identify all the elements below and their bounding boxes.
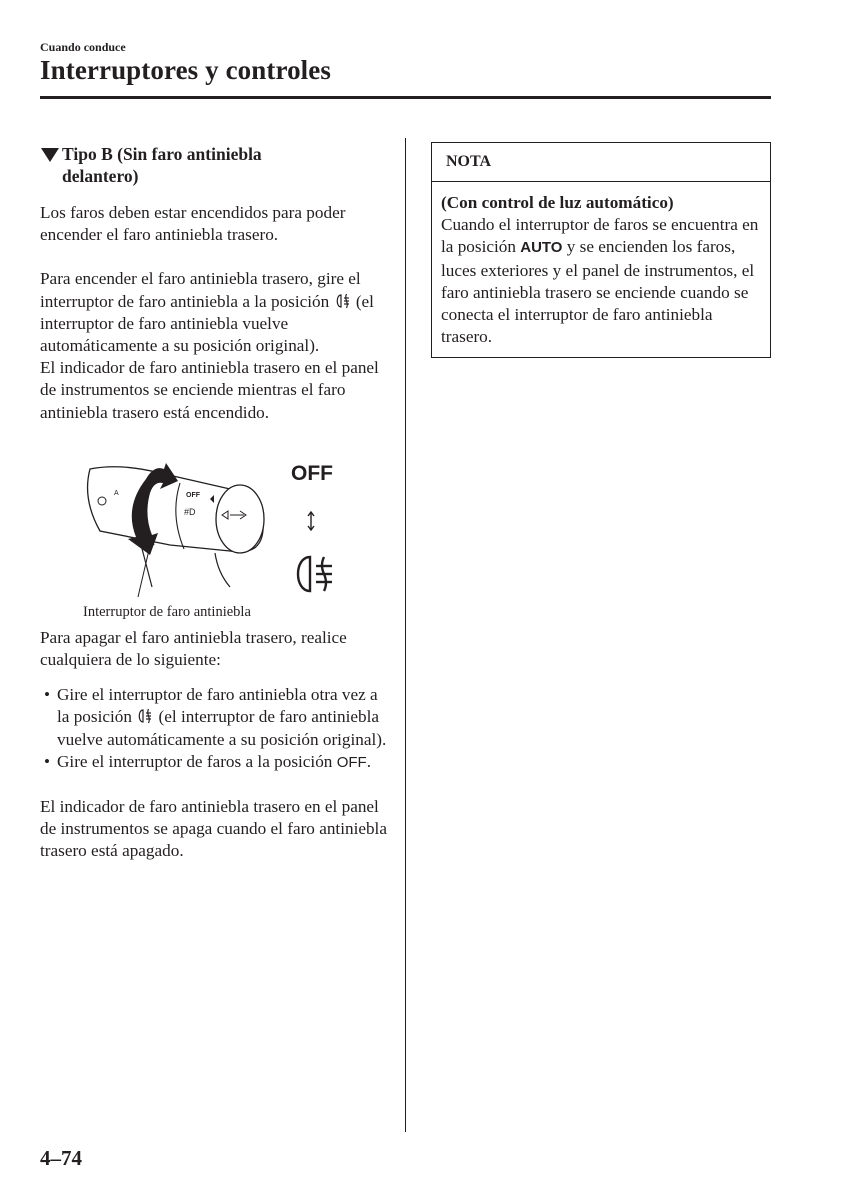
section-label: Cuando conduce (40, 40, 126, 54)
rear-fog-light-icon (334, 293, 352, 309)
left-column (40, 143, 390, 863)
paragraph-2 (40, 268, 390, 357)
paragraph-5: El indicador de faro antiniebla trasero en el panel de instrumentos se apaga cuando el faro antiniebla trasero está apagado. (40, 797, 387, 861)
off-methods-list (40, 684, 390, 774)
auto-label: AUTO (520, 239, 563, 257)
page-title: Interruptores y controles (40, 55, 331, 85)
note-text-start: Cuando el interruptor de faros se encuentra en la posición (441, 215, 759, 257)
page-number: 4–74 (40, 1146, 82, 1170)
bullet-dot: • (44, 751, 51, 771)
off-label: OFF (336, 753, 367, 771)
note-body (432, 182, 770, 348)
bullet-1-start: Gire el interruptor de faro antiniebla otra vez a la posición (57, 685, 378, 727)
title-rule (40, 96, 771, 99)
subsection-heading (40, 143, 390, 187)
note-box (431, 142, 771, 358)
fog-switch-figure (40, 459, 385, 619)
note-text (441, 214, 762, 348)
heading-line-2: delantero) (62, 166, 139, 186)
list-item (40, 751, 390, 774)
paragraph-3: El indicador de faro antiniebla trasero en el panel de instrumentos se enciende mientras el faro antiniebla trasero está encendido. (40, 358, 379, 422)
column-divider (405, 138, 406, 1132)
rear-fog-light-icon (136, 708, 154, 724)
paragraph-1: Los faros deben estar encendidos para poder encender el faro antiniebla trasero. (40, 203, 346, 245)
note-title: NOTA (432, 143, 770, 182)
list-item (40, 684, 390, 751)
note-subtitle: (Con control de luz automático) (441, 193, 674, 212)
note-text-end: y se encienden los faros, luces exteriores y el panel de instrumentos, el faro antiniebla trasero se enciende cuando se conecta el interruptor de faro antiniebla trasero. (441, 237, 755, 347)
bullet-2-end: . (366, 751, 371, 771)
svg-text:OFF: OFF (186, 491, 200, 499)
paragraph-2-end: (el interruptor de faro antiniebla vuelve automáticamente a su posición original). (40, 291, 374, 356)
bullet-dot: • (44, 685, 51, 705)
heading-line-1: Tipo B (Sin faro antiniebla (62, 144, 262, 164)
figure-caption: Interruptor de faro antiniebla (83, 603, 251, 620)
svg-text:A: A (114, 489, 119, 497)
bullet-2-start: Gire el interruptor de faros a la posición (57, 751, 333, 771)
up-down-arrow-icon (307, 511, 315, 531)
bullet-1-end: (el interruptor de faro antiniebla vuelve automáticamente a su posición original). (57, 707, 387, 749)
triangle-down-icon (41, 148, 59, 162)
combination-switch-illustration (80, 459, 280, 599)
paragraph-4: Para apagar el faro antiniebla trasero, realice cualquiera de lo siguiente: (40, 627, 347, 670)
off-position-label: OFF (291, 461, 333, 485)
paragraph-2-start: Para encender el faro antiniebla trasero, gire el interruptor de faro antiniebla a la posición (40, 269, 361, 311)
svg-text:#D: #D (184, 506, 196, 517)
rear-fog-light-icon (292, 554, 336, 594)
